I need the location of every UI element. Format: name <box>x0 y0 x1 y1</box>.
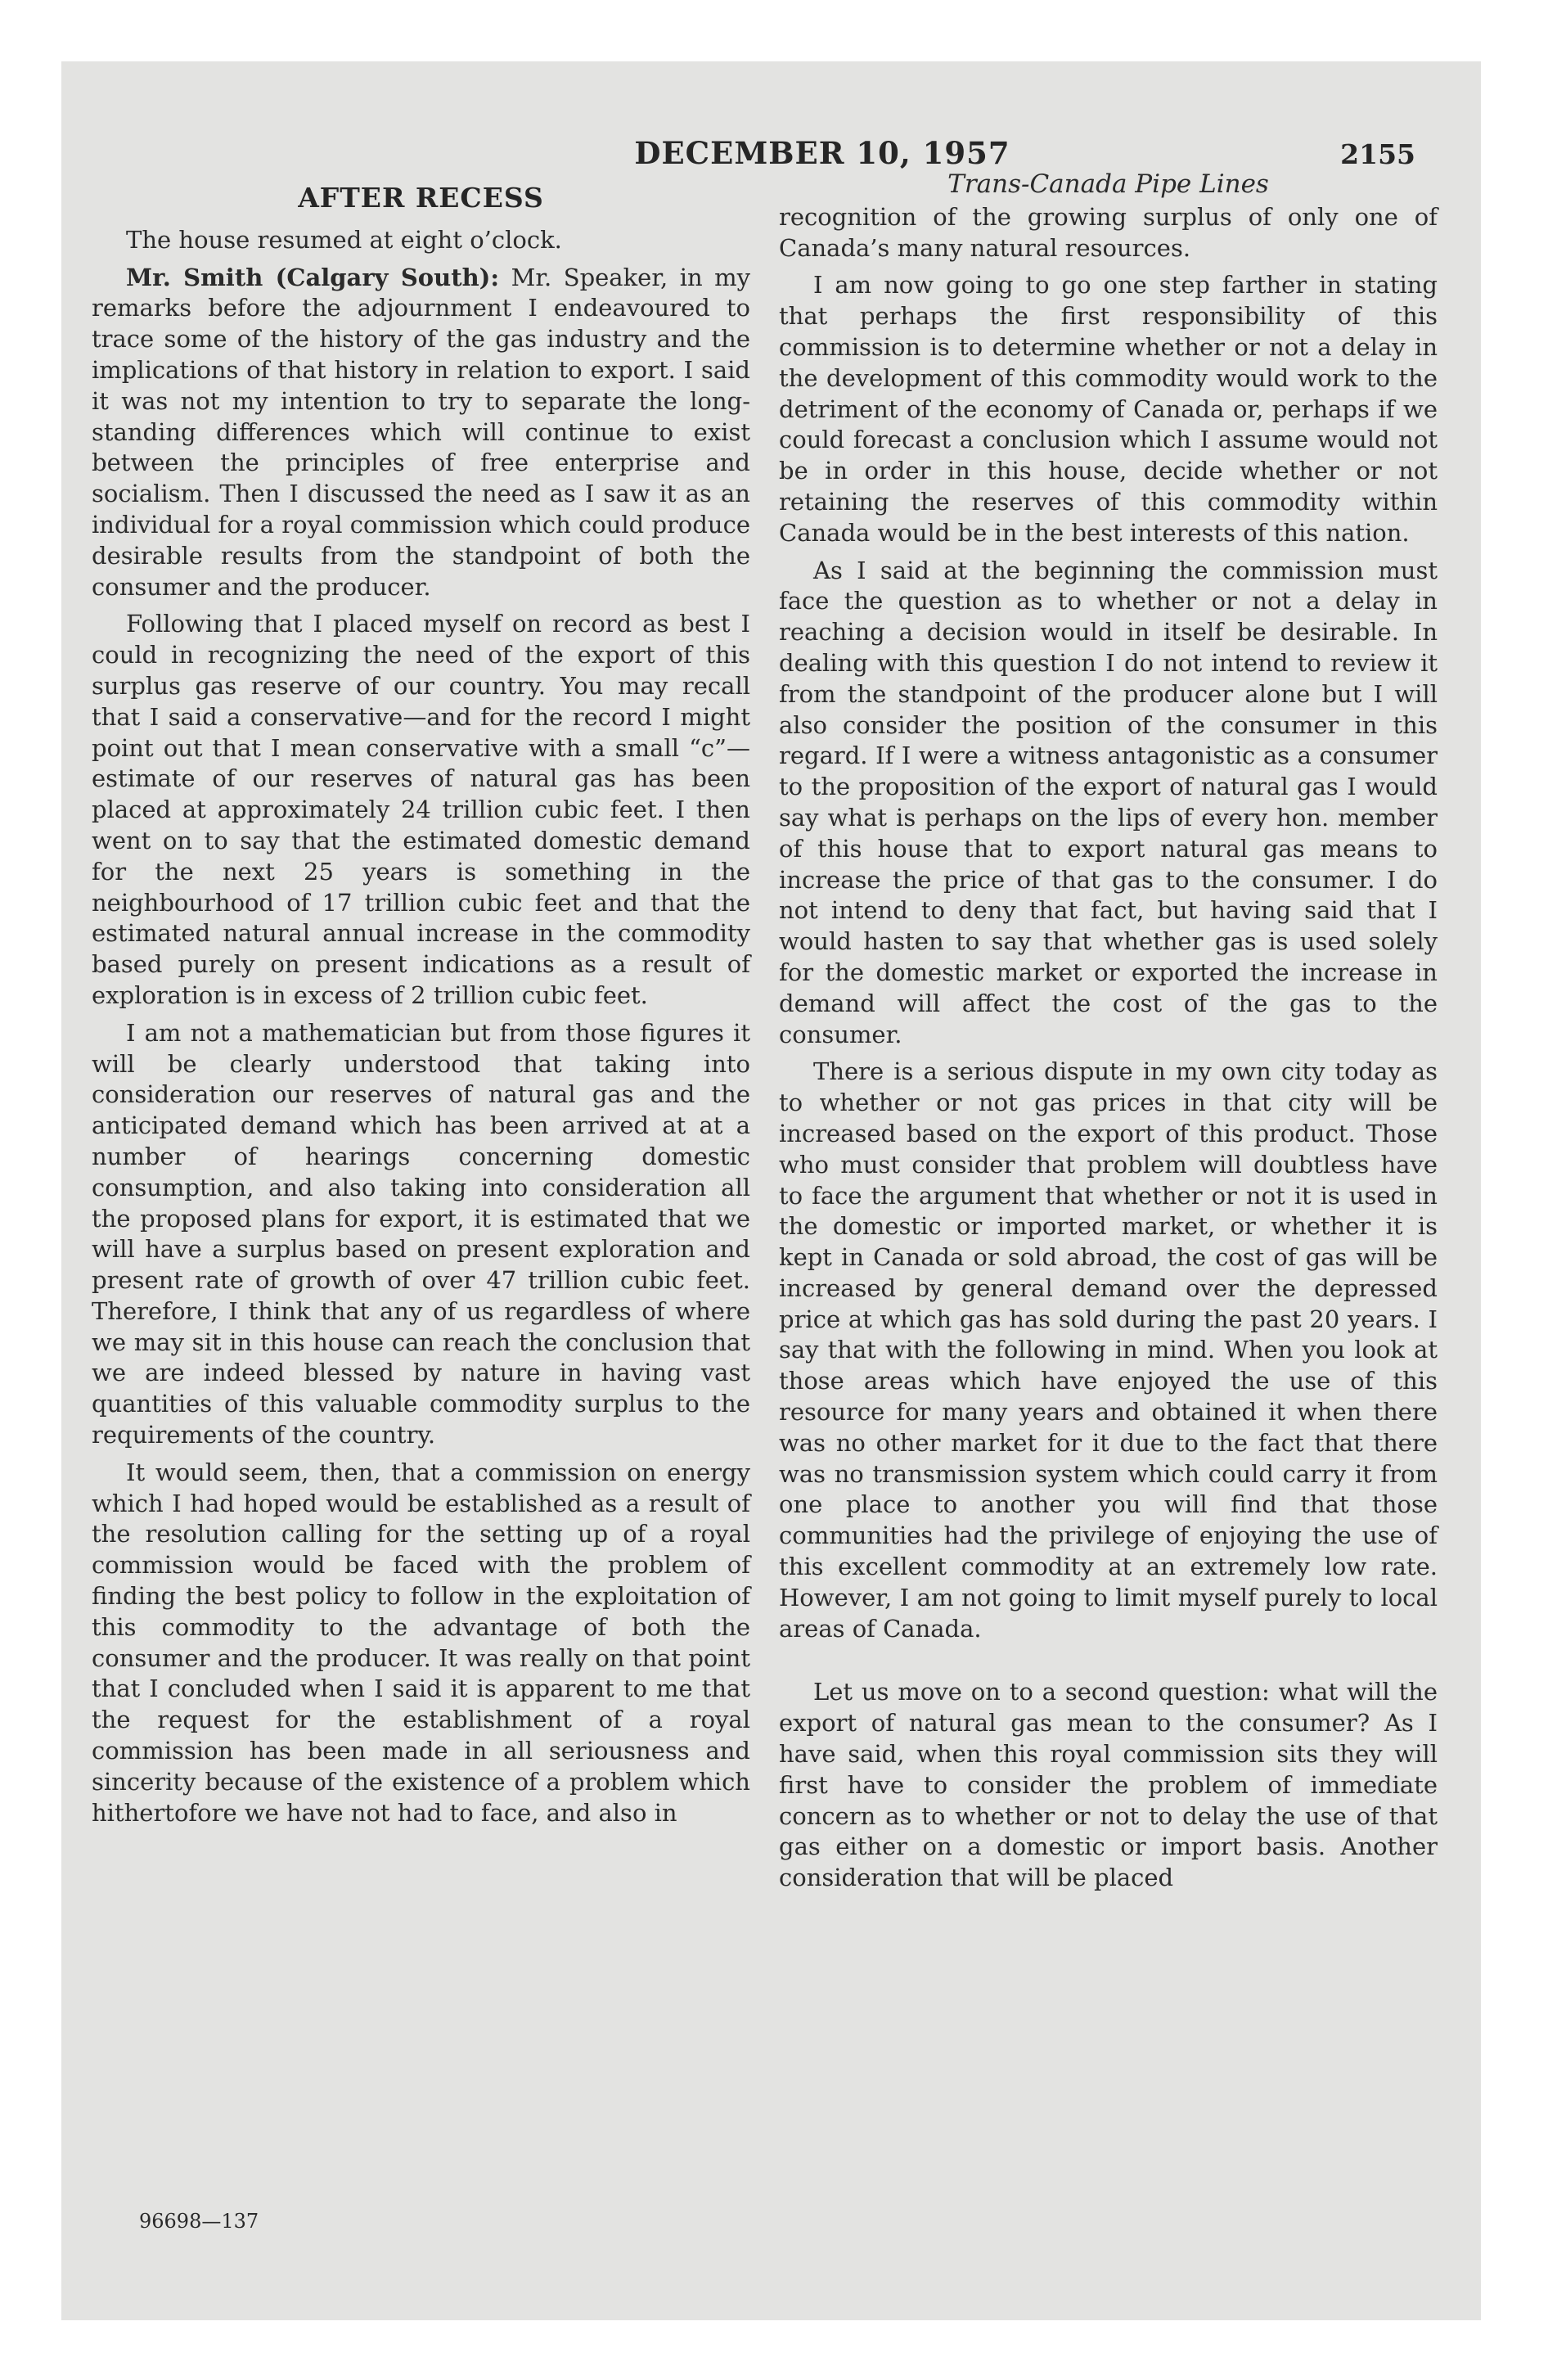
footer-printer-code: 96698—137 <box>139 2210 259 2233</box>
speaker-name: Mr. Smith (Calgary South): <box>126 263 500 291</box>
paragraph: It would seem, then, that a commission on energy which I had hoped would be established as a result of the resolution calling for the setting up of a royal commission would be faced with the problem of finding the best policy to follow in the exploitation of this commodity to the advantage of both the consumer and the producer. It was really on that point that I concluded when I said it is apparent to me that the request for the establishment of a royal commission has been made in all seriousness and sincerity because of the existence of a problem which hithertofore we have not had to face, and also in <box>92 1458 750 1827</box>
paragraph: There is a serious dispute in my own city today as to whether or not gas prices in that city will be increased based on the export of this product. Those who must consider that problem will doubtless have to face the argument that whether or not it is used in the domestic or imported market, or whether it is kept in Canada or sold abroad, the cost of gas will be increased by general demand over the depressed price at which gas has sold during the past 20 years. I say that with the following in mind. When you look at those areas which have enjoyed the use of this resource for many years and obtained it when there was no other market for it due to the fact that there was no transmission system which could carry it from one place to another you will find that those communities had the privilege of enjoying the use of this excellent commodity at an extremely low rate. However, I am not going to limit myself purely to local areas of Canada. <box>779 1057 1438 1643</box>
paragraph <box>92 263 750 603</box>
paragraph: recognition of the growing surplus of only one of Canada’s many natural resources. <box>779 202 1438 262</box>
right-column <box>779 169 1438 1900</box>
left-column <box>92 183 750 1835</box>
paragraph-text: Mr. Speaker, in my remarks before the adjournment I endeavoured to trace some of the history of the gas industry and the implications of that history in relation to export. I said it was not my intention to try to separate the long-standing differences which will continue to exist between the principles of free enterprise and socialism. Then I discussed the need as I saw it as an individual for a royal commission which could produce desirable results from the standpoint of both the consumer and the producer. <box>92 263 751 601</box>
paragraph: Following that I placed myself on record as best I could in recognizing the need of the export of this surplus gas reserve of our country. You may recall that I said a conservative—and for the record I might point out that I mean conservative with a small “c”—estimate of our reserves of natural gas has been placed at approximately 24 trillion cubic feet. I then went on to say that the estimated domestic demand for the next 25 years is something in the neighbourhood of 17 trillion cubic feet and that the estimated natural annual increase in the commodity based purely on present indications as a result of exploration is in excess of 2 trillion cubic feet. <box>92 610 750 1009</box>
paragraph-gap <box>779 1651 1438 1677</box>
hansard-page <box>61 61 1481 2320</box>
page-number: 2155 <box>1340 138 1415 170</box>
paragraph: I am not a mathematician but from those figures it will be clearly understood that taking into consideration our reserves of natural gas and the anticipated demand which has been arrived at at a number of hearings concerning domestic consumption, and also taking into consideration all the proposed plans for export, it is estimated that we will have a surplus based on present exploration and present rate of growth of over 47 trillion cubic feet. Therefore, I think that any of us regardless of where we may sit in this house can reach the conclusion that we are indeed blessed by nature in having vast quantities of this valuable commodity surplus to the requirements of the country. <box>92 1018 750 1449</box>
paragraph: The house resumed at eight o’clock. <box>126 225 562 254</box>
page-date-header: DECEMBER 10, 1957 <box>634 135 1010 171</box>
paragraph: I am now going to go one step farther in stating that perhaps the first responsibility of this commission is to determine whether or not a delay in the development of this commodity would work to the detriment of the economy of Canada or, perhaps if we could forecast a conclusion which I assume would not be in order in this house, decide whether or not retaining the reserves of this commodity within Canada would be in the best interests of this nation. <box>779 271 1438 547</box>
paragraph: As I said at the beginning the commission must face the question as to whether or not a delay in reaching a decision would in itself be desirable. In dealing with this question I do not intend to review it from the standpoint of the producer alone but I will also consider the position of the consumer in this regard. If I were a witness antagonistic as a consumer to the proposition of the export of natural gas I would say what is perhaps on the lips of every hon. member of this house that to export natural gas means to increase the price of that gas to the consumer. I do not intend to deny that fact, but having said that I would hasten to say that whether gas is used solely for the domestic market or exported the increase in demand will affect the cost of the gas to the consumer. <box>779 556 1438 1048</box>
paragraph: Let us move on to a second question: what will the export of natural gas mean to the consumer? As I have said, when this royal commission sits they will first have to consider the problem of immediate concern as to whether or not to delay the use of that gas either on a domestic or import basis. Another consideration that will be placed <box>779 1678 1438 1892</box>
section-heading: AFTER RECESS <box>298 182 544 214</box>
running-title: Trans-Canada Pipe Lines <box>947 169 1269 199</box>
